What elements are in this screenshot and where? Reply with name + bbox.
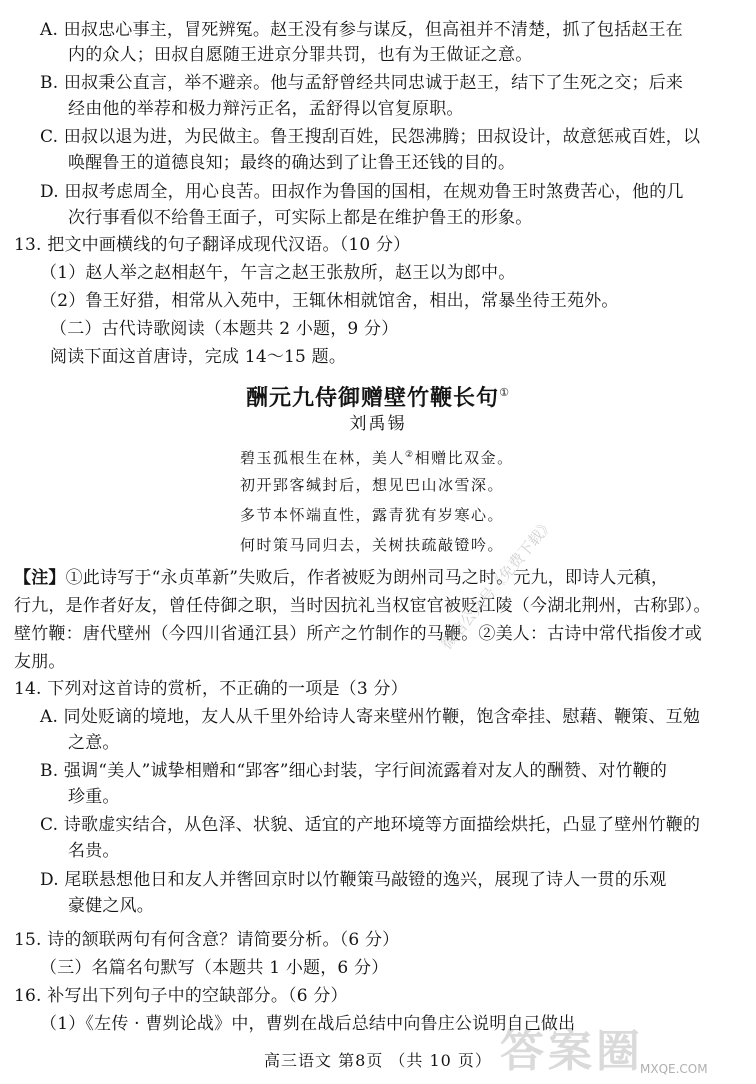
q14-option-d-line1: D. 尾联悬想他日和友人并辔回京时以竹鞭策马敲镫的逸兴，展现了诗人一贯的乐观 (40, 870, 667, 890)
section-3-heading: （三）名篇名句默写（本题共 1 小题，6 分） (40, 958, 389, 978)
poem-line-4: 何时策马同归去，关树扶疏敲镫吟。 (240, 536, 505, 554)
poem-title: 酬元九侍御赠壁竹鞭长句① (246, 386, 510, 411)
q14-option-d-line2: 豪健之风。 (68, 896, 154, 916)
q14-option-c-line1: C. 诗歌虚实结合，从色泽、状貌、适宜的产地环境等方面描绘烘托，凸显了壁州竹鞭的 (40, 815, 701, 835)
poem-line-3: 多节本怀端直性，露青犹有岁寒心。 (240, 506, 505, 524)
q12-option-d-line2: 次行事看似不给鲁王面子，可实际上都是在维护鲁王的形象。 (68, 208, 533, 228)
poem-footnote-mark: ② (405, 450, 415, 460)
q16-sentence-1: （1）《左传 · 曹刿论战》中，曹刿在战后总结中向鲁庄公说明自己做出 (40, 1014, 576, 1034)
notes-tag: 【注】 (14, 568, 66, 588)
poem-author: 刘禹锡 (349, 414, 407, 434)
poem-line-1: 碧玉孤根生在林，美人②相赠比双金。 (240, 449, 514, 467)
q12-option-a-line2: 内的众人；田叔自愿随王进京分罪共罚，也有为王做证之意。 (68, 45, 533, 65)
notes-line-2: 行九，是作者好友，曾任侍御之职，当时因抗礼当权宦官被贬江陵（今湖北荆州，古称郢）。 (14, 596, 711, 616)
q13-sentence-1: （1）赵人举之赵相赵午，午言之赵王张敖所，赵王以为郎中。 (40, 263, 516, 283)
watermark-site: MXQE.COM (640, 1062, 708, 1076)
q12-option-c-line1: C. 田叔以退为进，为民做主。鲁王搜刮百姓，民怨沸腾；田叔设计，故意惩戒百姓，以 (40, 127, 701, 147)
q15-stem: 15. 诗的颔联两句有何含意？请简要分析。（6 分） (14, 930, 400, 950)
q12-option-d-line1: D. 田叔考虑周全，用心良苦。田叔作为鲁国的国相，在规劝鲁王时煞费苦心，他的几 (40, 182, 684, 202)
notes-line-1: 【注】①此诗写于“永贞革新”失败后，作者被贬为朗州司马之时。元九，即诗人元稹， (14, 568, 669, 588)
page-footer: 高三语文 第8页 （共 10 页） (264, 1051, 492, 1070)
q14-option-b-line1: B. 强调“美人”诚挚相赠和“郢客”细心封装，字行间流露着对友人的酬赞、对竹鞭的 (40, 761, 668, 781)
q13-stem: 13. 把文中画横线的句子翻译成现代汉语。（10 分） (14, 235, 411, 255)
q12-option-a-line1: A. 田叔忠心事主，冒死辨冤。赵王没有参与谋反，但高祖并不清楚，抓了包括赵王在 (40, 20, 683, 40)
q16-stem: 16. 补写出下列句子中的空缺部分。（6 分） (14, 986, 348, 1006)
notes-line-3: 壁竹鞭：唐代壁州（今四川省通江县）所产之竹制作的马鞭。②美人：古诗中常代指俊才或 (14, 624, 702, 644)
poem-title-footnote-mark: ① (499, 386, 510, 399)
q14-stem: 14. 下列对这首诗的赏析，不正确的一项是（3 分） (14, 679, 408, 699)
notes-line-4: 友朋。 (14, 652, 66, 672)
q14-option-c-line2: 名贵。 (68, 841, 120, 861)
diagonal-watermark: 微信公众号《免费下载》 (437, 514, 558, 653)
watermark-logo: 答案圈 (500, 1026, 644, 1077)
q12-option-c-line2: 唤醒鲁王的道德良知；最终的确达到了让鲁王还钱的目的。 (68, 153, 516, 173)
poem-line-2: 初开郢客缄封后，想见巴山冰雪深。 (240, 476, 505, 494)
q14-option-a-line2: 之意。 (68, 733, 120, 753)
q12-option-b-line1: B. 田叔秉公直言，举不避亲。他与孟舒曾经共同忠诚于赵王，结下了生死之交；后来 (40, 73, 684, 93)
q14-option-a-line1: A. 同处贬谪的境地，友人从千里外给诗人寄来壁州竹鞭，饱含牵挂、慰藉、鞭策、互勉 (40, 707, 701, 727)
section-2-intro: 阅读下面这首唐诗，完成 14～15 题。 (50, 347, 347, 367)
q13-sentence-2: （2）鲁王好猎，相常从入苑中，王辄休相就馆舍，相出，常暴坐待王苑外。 (40, 291, 619, 311)
q12-option-b-line2: 经由他的举荐和极力辩污正名，孟舒得以官复原职。 (68, 99, 464, 119)
q14-option-b-line2: 珍重。 (68, 787, 120, 807)
section-2-heading: （二）古代诗歌阅读（本题共 2 小题，9 分） (50, 319, 399, 339)
